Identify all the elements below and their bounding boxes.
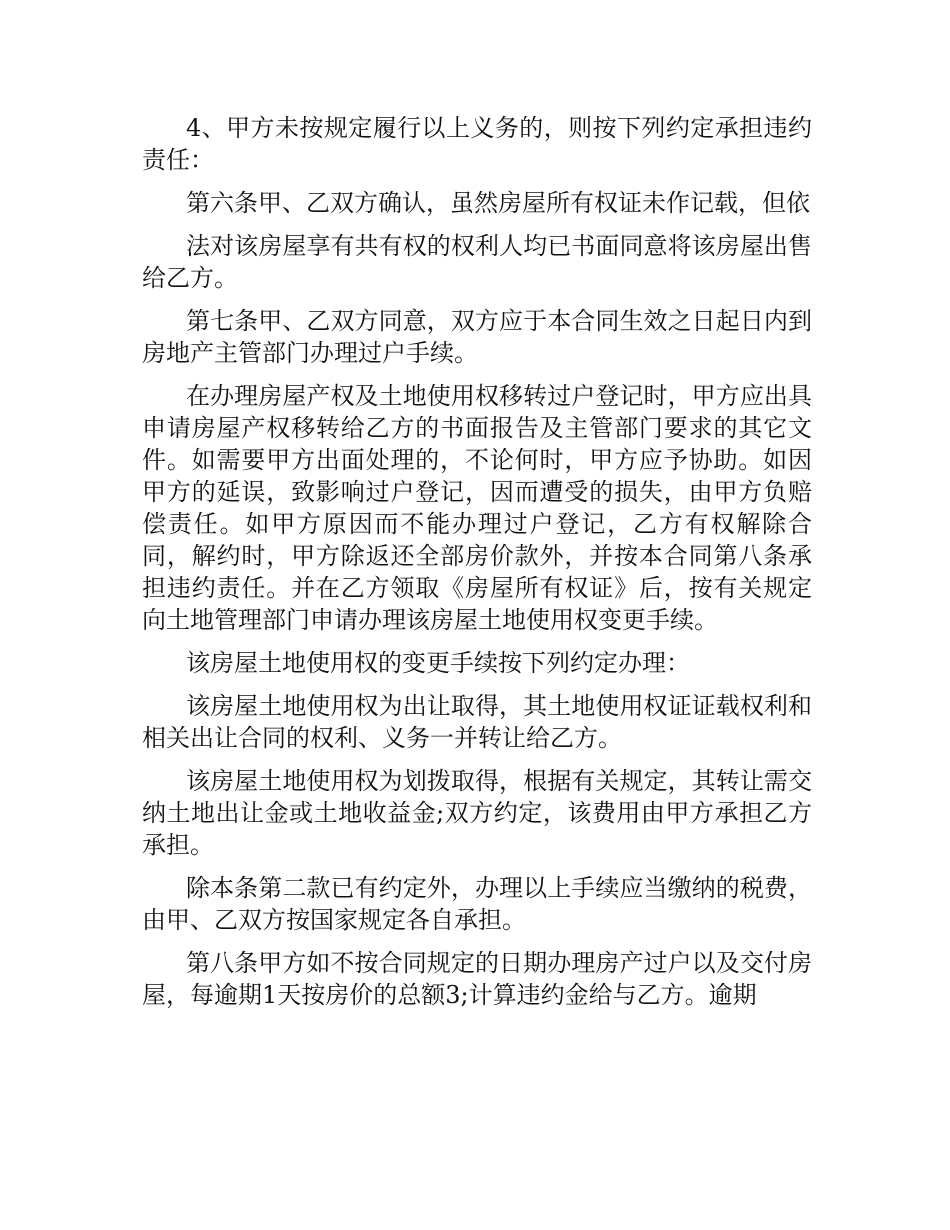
paragraph-article-8: 第八条甲方如不按合同规定的日期办理房产过户以及交付房屋，每逾期1天按房价的总额3;计算违约金给与乙方。逾期 bbox=[142, 949, 812, 1009]
paragraph-article-6-part1: 第六条甲、乙双方确认，虽然房屋所有权证未作记载，但依 bbox=[186, 189, 810, 217]
paragraph-taxes: 除本条第二款已有约定外，办理以上手续应当缴纳的税费，由甲、乙双方按国家规定各自承担。 bbox=[142, 874, 812, 934]
document-page bbox=[142, 112, 812, 1022]
paragraph-land-use-transfer: 该房屋土地使用权为出让取得，其土地使用权证证载权利和相关出让合同的权利、义务一并转让给乙方。 bbox=[142, 692, 812, 752]
paragraph-land-use-intro: 该房屋土地使用权的变更手续按下列约定办理： bbox=[186, 649, 690, 677]
paragraph-transfer-registration: 在办理房屋产权及土地使用权移转过户登记时，甲方应出具申请房屋产权移转给乙方的书面报告及主管部门要求的其它文件。如需要甲方出面处理的，不论何时，甲方应予协助。如因甲方的延误，致影响过户登记，因而遭受的损失，由甲方负赔偿责任。如甲方原因而不能办理过户登记，乙方有权解除合同，解约时，甲方除返还全部房价款外，并按本合同第八条承担违约责任。并在乙方领取《房屋所有权证》后，按有关规定向土地管理部门申请办理该房屋土地使用权变更手续。 bbox=[142, 382, 812, 634]
paragraph-article-7: 第七条甲、乙双方同意，双方应于本合同生效之日起日内到房地产主管部门办理过户手续。 bbox=[142, 307, 812, 367]
paragraph-article-6-part2: 法对该房屋享有共有权的权利人均已书面同意将该房屋出售给乙方。 bbox=[142, 232, 812, 292]
paragraph-breach-clause: 4、甲方未按规定履行以上义务的，则按下列约定承担违约责任： bbox=[142, 114, 812, 174]
paragraph-land-use-allocated: 该房屋土地使用权为划拨取得，根据有关规定，其转让需交纳土地出让金或土地收益金;双方约定，该费用由甲方承担乙方承担。 bbox=[142, 767, 812, 859]
